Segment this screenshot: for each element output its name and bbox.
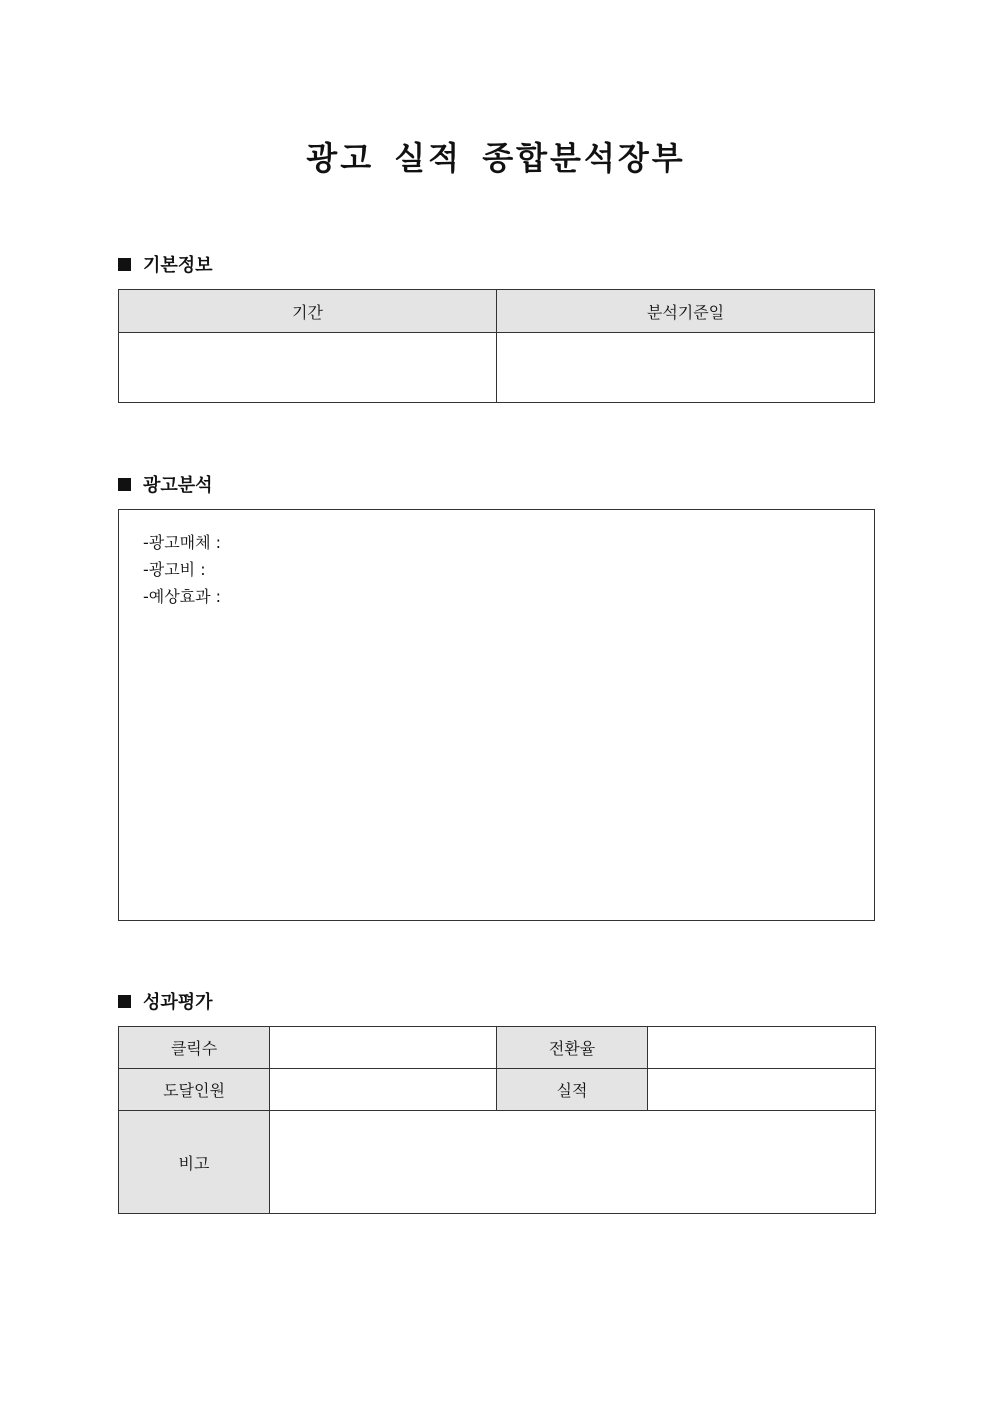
section-heading-performance <box>118 989 213 1013</box>
period-header: 기간 <box>119 290 497 333</box>
clicks-value[interactable] <box>270 1027 497 1069</box>
clicks-label: 클릭수 <box>119 1027 270 1069</box>
document-title: 광고 실적 종합분석장부 <box>306 139 686 177</box>
section-heading-basic-label: 기본정보 <box>143 255 213 276</box>
remarks-label: 비고 <box>119 1111 270 1214</box>
performance-table <box>118 1026 876 1214</box>
result-label: 실적 <box>497 1069 648 1111</box>
expected-effect-line: -예상효과 : <box>143 587 222 606</box>
basic-info-table <box>118 289 875 403</box>
analysis-box[interactable] <box>118 509 875 921</box>
square-bullet-icon <box>118 478 131 491</box>
reach-label: 도달인원 <box>119 1069 270 1111</box>
analysis-date-value[interactable] <box>497 333 875 403</box>
section-heading-basic <box>118 252 213 276</box>
conversion-label: 전환율 <box>497 1027 648 1069</box>
result-value[interactable] <box>648 1069 876 1111</box>
square-bullet-icon <box>118 258 131 271</box>
square-bullet-icon <box>118 995 131 1008</box>
ad-cost-line: -광고비 : <box>143 560 206 579</box>
media-line: -광고매체 : <box>143 533 222 552</box>
remarks-value[interactable] <box>270 1111 876 1214</box>
section-heading-analysis-label: 광고분석 <box>143 475 213 496</box>
reach-value[interactable] <box>270 1069 497 1111</box>
analysis-date-header: 분석기준일 <box>497 290 875 333</box>
period-value[interactable] <box>119 333 497 403</box>
conversion-value[interactable] <box>648 1027 876 1069</box>
section-heading-analysis <box>118 472 213 496</box>
section-heading-performance-label: 성과평가 <box>143 992 213 1013</box>
